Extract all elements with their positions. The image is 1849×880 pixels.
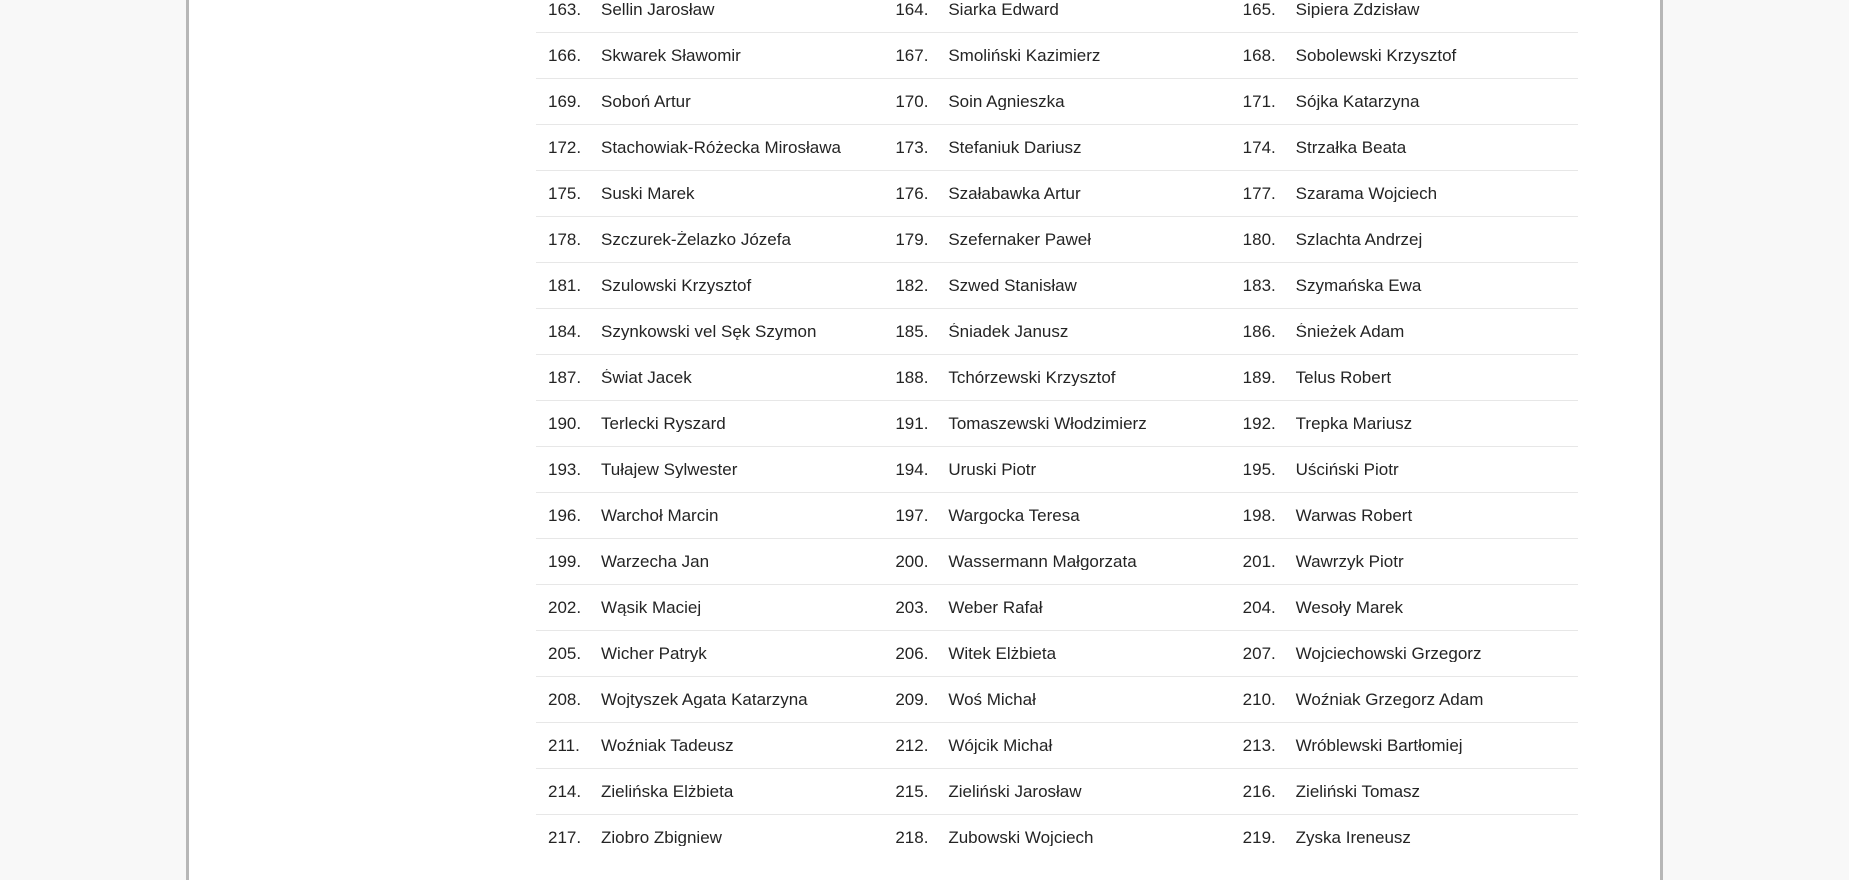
entry-name: Warzecha Jan <box>601 553 710 570</box>
entry-number: 175. <box>548 185 582 202</box>
list-entry <box>883 231 1230 248</box>
entry-name: Szynkowski vel Sęk Szymon <box>601 323 817 340</box>
entry-name: Uruski Piotr <box>948 461 1037 478</box>
entry-name: Sellin Jarosław <box>601 1 715 18</box>
entry-name: Wicher Patryk <box>601 645 707 662</box>
list-entry <box>883 47 1230 64</box>
entry-number: 181. <box>548 277 582 294</box>
entry-number: 183. <box>1242 277 1276 294</box>
entry-number: 187. <box>548 369 582 386</box>
entry-name: Śnieżek Adam <box>1295 323 1405 340</box>
entry-name: Świat Jacek <box>601 369 692 386</box>
list-row <box>536 355 1578 401</box>
list-entry <box>536 507 883 524</box>
entry-number: 163. <box>548 1 582 18</box>
list-entry <box>883 323 1230 340</box>
entry-number: 214. <box>548 783 582 800</box>
list-entry <box>536 277 883 294</box>
entry-number: 198. <box>1242 507 1276 524</box>
list-entry <box>1231 185 1578 202</box>
entry-name: Warchoł Marcin <box>601 507 719 524</box>
entry-name: Smoliński Kazimierz <box>948 47 1101 64</box>
list-row <box>536 769 1578 815</box>
list-entry <box>1231 829 1578 846</box>
list-entry <box>1231 231 1578 248</box>
list-row <box>536 677 1578 723</box>
list-entry <box>883 185 1230 202</box>
entry-number: 205. <box>548 645 582 662</box>
entry-name: Zieliński Tomasz <box>1295 783 1421 800</box>
entry-name: Woźniak Grzegorz Adam <box>1295 691 1484 708</box>
entry-number: 199. <box>548 553 582 570</box>
entry-name: Trepka Mariusz <box>1295 415 1413 432</box>
list-entry <box>536 93 883 110</box>
content-sheet <box>186 0 1663 880</box>
entry-number: 207. <box>1242 645 1276 662</box>
list-entry <box>1231 737 1578 754</box>
list-entry <box>883 829 1230 846</box>
entry-name: Szczurek-Żelazko Józefa <box>601 231 791 248</box>
list-entry <box>536 139 883 156</box>
entry-number: 219. <box>1242 829 1276 846</box>
entry-name: Siarka Edward <box>948 1 1059 18</box>
entry-name: Woźniak Tadeusz <box>601 737 734 754</box>
entry-number: 197. <box>895 507 929 524</box>
entry-number: 179. <box>895 231 929 248</box>
entry-name: Śniadek Janusz <box>948 323 1069 340</box>
list-entry <box>536 47 883 64</box>
list-entry <box>1231 783 1578 800</box>
list-row <box>536 815 1578 860</box>
entry-number: 173. <box>895 139 929 156</box>
entry-name: Szarama Wojciech <box>1295 185 1438 202</box>
entry-number: 212. <box>895 737 929 754</box>
list-entry <box>536 691 883 708</box>
entry-name: Skwarek Sławomir <box>601 47 741 64</box>
list-row <box>536 79 1578 125</box>
entry-name: Szałabawka Artur <box>948 185 1081 202</box>
entry-number: 217. <box>548 829 582 846</box>
entry-name: Stachowiak-Różecka Mirosława <box>601 139 841 156</box>
entry-name: Szwed Stanisław <box>948 277 1077 294</box>
entry-name: Szulowski Krzysztof <box>601 277 752 294</box>
list-entry <box>883 737 1230 754</box>
list-entry <box>1231 645 1578 662</box>
list-entry <box>1231 277 1578 294</box>
list-entry <box>883 461 1230 478</box>
entry-number: 200. <box>895 553 929 570</box>
list-row <box>536 33 1578 79</box>
entry-number: 182. <box>895 277 929 294</box>
entry-number: 190. <box>548 415 582 432</box>
list-entry <box>883 415 1230 432</box>
entry-name: Weber Rafał <box>948 599 1043 616</box>
list-entry <box>1231 553 1578 570</box>
entry-name: Terlecki Ryszard <box>601 415 726 432</box>
entry-number: 167. <box>895 47 929 64</box>
entry-name: Telus Robert <box>1295 369 1392 386</box>
list-entry <box>536 231 883 248</box>
list-entry <box>883 369 1230 386</box>
entry-number: 203. <box>895 599 929 616</box>
list-row <box>536 0 1578 33</box>
entry-number: 170. <box>895 93 929 110</box>
entry-number: 216. <box>1242 783 1276 800</box>
list-entry <box>883 645 1230 662</box>
list-row <box>536 171 1578 217</box>
entry-name: Soboń Artur <box>601 93 691 110</box>
list-entry <box>1231 691 1578 708</box>
entry-name: Szlachta Andrzej <box>1295 231 1423 248</box>
entry-number: 213. <box>1242 737 1276 754</box>
entry-number: 193. <box>548 461 582 478</box>
entry-number: 168. <box>1242 47 1276 64</box>
list-row <box>536 447 1578 493</box>
entry-name: Zyska Ireneusz <box>1295 829 1411 846</box>
entry-name: Uściński Piotr <box>1295 461 1399 478</box>
entry-number: 185. <box>895 323 929 340</box>
entry-number: 192. <box>1242 415 1276 432</box>
entry-number: 211. <box>548 737 580 754</box>
entry-name: Szefernaker Paweł <box>948 231 1092 248</box>
list-entry <box>883 139 1230 156</box>
entry-number: 172. <box>548 139 582 156</box>
entry-number: 194. <box>895 461 929 478</box>
entry-number: 171. <box>1242 93 1276 110</box>
entry-name: Wawrzyk Piotr <box>1295 553 1404 570</box>
entry-number: 196. <box>548 507 582 524</box>
entry-number: 218. <box>895 829 929 846</box>
entry-name: Suski Marek <box>601 185 695 202</box>
entry-name: Szymańska Ewa <box>1295 277 1422 294</box>
list-entry <box>536 185 883 202</box>
list-row <box>536 125 1578 171</box>
list-entry <box>536 783 883 800</box>
list-row <box>536 263 1578 309</box>
deputies-list <box>536 0 1578 860</box>
list-entry <box>883 691 1230 708</box>
entry-name: Zieliński Jarosław <box>948 783 1082 800</box>
entry-number: 202. <box>548 599 582 616</box>
entry-number: 188. <box>895 369 929 386</box>
list-entry <box>1231 507 1578 524</box>
entry-number: 174. <box>1242 139 1276 156</box>
list-entry <box>536 829 883 846</box>
entry-number: 178. <box>548 231 582 248</box>
list-entry <box>536 415 883 432</box>
list-row <box>536 585 1578 631</box>
entry-number: 180. <box>1242 231 1276 248</box>
entry-name: Sójka Katarzyna <box>1295 93 1420 110</box>
list-entry <box>1231 47 1578 64</box>
entry-number: 206. <box>895 645 929 662</box>
entry-name: Wąsik Maciej <box>601 599 702 616</box>
list-entry <box>536 645 883 662</box>
entry-name: Warwas Robert <box>1295 507 1413 524</box>
entry-number: 191. <box>895 415 929 432</box>
entry-name: Zielińska Elżbieta <box>601 783 734 800</box>
list-row <box>536 401 1578 447</box>
list-entry <box>1231 461 1578 478</box>
list-entry <box>883 553 1230 570</box>
list-entry <box>883 1 1230 18</box>
list-entry <box>536 1 883 18</box>
list-entry <box>1231 599 1578 616</box>
entry-name: Sipiera Zdzisław <box>1295 1 1420 18</box>
list-row <box>536 539 1578 585</box>
entry-name: Wojtyszek Agata Katarzyna <box>601 691 808 708</box>
list-entry <box>1231 93 1578 110</box>
entry-number: 208. <box>548 691 582 708</box>
list-entry <box>536 461 883 478</box>
entry-name: Sobolewski Krzysztof <box>1295 47 1457 64</box>
entry-number: 166. <box>548 47 582 64</box>
list-row <box>536 493 1578 539</box>
list-entry <box>883 599 1230 616</box>
entry-number: 164. <box>895 1 929 18</box>
entry-number: 204. <box>1242 599 1276 616</box>
entry-number: 176. <box>895 185 929 202</box>
list-entry <box>1231 1 1578 18</box>
entry-name: Witek Elżbieta <box>948 645 1057 662</box>
list-entry <box>883 783 1230 800</box>
list-entry <box>536 737 883 754</box>
entry-name: Wassermann Małgorzata <box>948 553 1137 570</box>
entry-name: Wojciechowski Grzegorz <box>1295 645 1482 662</box>
entry-name: Soin Agnieszka <box>948 93 1065 110</box>
entry-name: Tomaszewski Włodzimierz <box>948 415 1147 432</box>
entry-number: 165. <box>1242 1 1276 18</box>
list-entry <box>1231 323 1578 340</box>
entry-name: Tchórzewski Krzysztof <box>948 369 1116 386</box>
list-entry <box>1231 139 1578 156</box>
entry-name: Zubowski Wojciech <box>948 829 1094 846</box>
entry-number: 186. <box>1242 323 1276 340</box>
list-row <box>536 217 1578 263</box>
entry-number: 215. <box>895 783 929 800</box>
entry-number: 177. <box>1242 185 1276 202</box>
list-entry <box>536 323 883 340</box>
entry-number: 201. <box>1242 553 1276 570</box>
entry-number: 195. <box>1242 461 1276 478</box>
list-entry <box>883 507 1230 524</box>
entry-name: Stefaniuk Dariusz <box>948 139 1082 156</box>
list-row <box>536 723 1578 769</box>
list-entry <box>536 599 883 616</box>
list-entry <box>536 369 883 386</box>
entry-number: 169. <box>548 93 582 110</box>
entry-name: Strzałka Beata <box>1295 139 1407 156</box>
list-entry <box>536 553 883 570</box>
list-entry <box>1231 369 1578 386</box>
entry-name: Wesoły Marek <box>1295 599 1404 616</box>
entry-name: Wójcik Michał <box>948 737 1053 754</box>
entry-number: 189. <box>1242 369 1276 386</box>
entry-number: 209. <box>895 691 929 708</box>
entry-name: Tułajew Sylwester <box>601 461 738 478</box>
list-entry <box>883 277 1230 294</box>
entry-name: Wróblewski Bartłomiej <box>1295 737 1463 754</box>
list-entry <box>883 93 1230 110</box>
entry-name: Ziobro Zbigniew <box>601 829 722 846</box>
list-row <box>536 309 1578 355</box>
entry-number: 184. <box>548 323 582 340</box>
entry-number: 210. <box>1242 691 1276 708</box>
list-entry <box>1231 415 1578 432</box>
entry-name: Wargocka Teresa <box>948 507 1080 524</box>
entry-name: Woś Michał <box>948 691 1036 708</box>
list-row <box>536 631 1578 677</box>
